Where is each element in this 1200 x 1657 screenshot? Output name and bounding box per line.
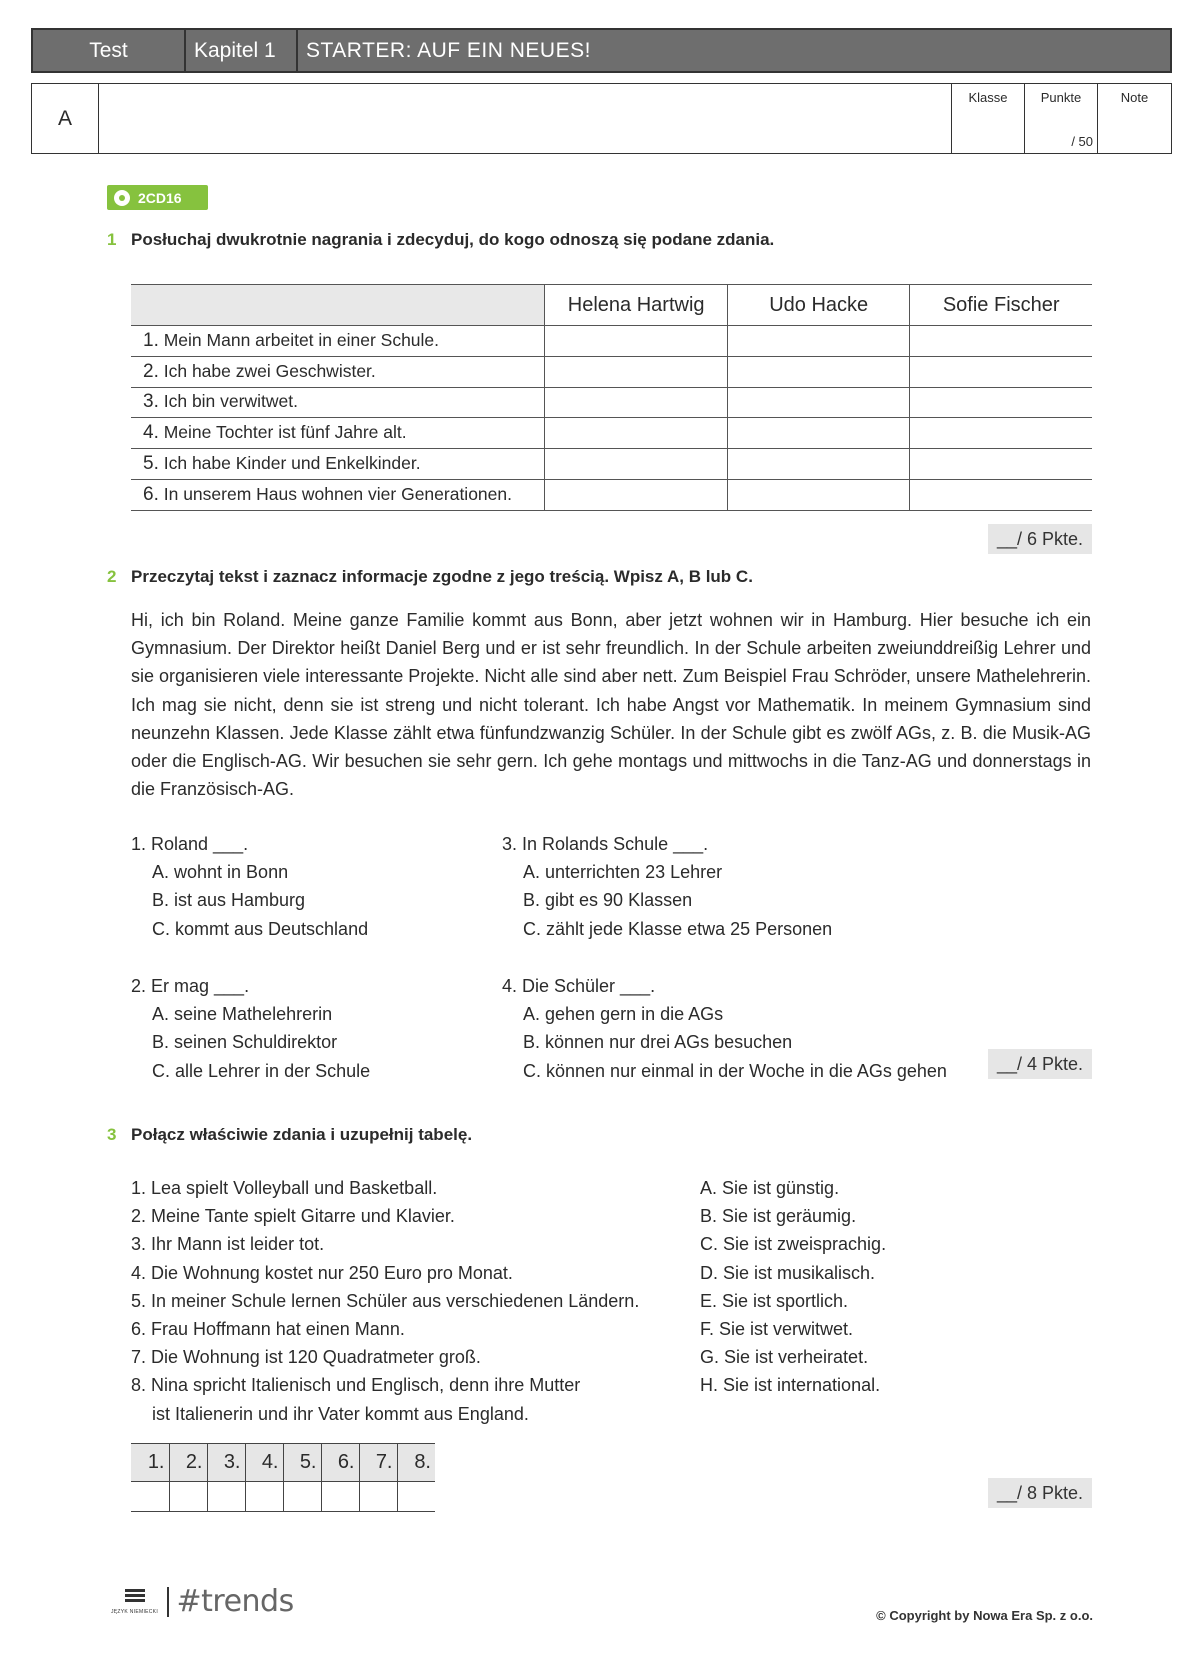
answer-header: 3. — [207, 1444, 245, 1482]
answer-cell[interactable] — [131, 1482, 169, 1512]
answer-option: C. kommt aus Deutschland — [152, 918, 369, 939]
answer-cell[interactable] — [283, 1482, 321, 1512]
column-header: Udo Hacke — [727, 285, 909, 326]
answer-option: C. alle Lehrer in der Schule — [152, 1060, 371, 1081]
question-block — [131, 972, 370, 1085]
list-item: 3. Ihr Mann ist leider tot. — [131, 1234, 325, 1255]
answer-cell[interactable] — [910, 418, 1092, 449]
question-stem: 1. Roland ___. — [131, 834, 249, 854]
answer-option: C. können nur einmal in der Woche in die AGs gehen — [523, 1060, 947, 1081]
klasse-label: Klasse — [968, 90, 1008, 105]
question-block — [131, 830, 368, 943]
statement — [131, 479, 545, 510]
answer-cell[interactable] — [397, 1482, 435, 1512]
statement-text: In unserem Haus wohnen vier Generationen. — [163, 483, 512, 504]
logo-divider — [167, 1587, 169, 1617]
table-corner — [131, 285, 545, 326]
student-info-row — [31, 83, 1172, 154]
task-3-answer-table — [131, 1443, 435, 1512]
answer-cell[interactable] — [321, 1482, 359, 1512]
punkte-label: Punkte — [1040, 90, 1082, 105]
list-item: 8. Nina spricht Italienisch und Englisch, denn ihre Mutter — [131, 1375, 581, 1396]
answer-cell[interactable] — [910, 387, 1092, 418]
answer-option: A. seine Mathelehrerin — [152, 1004, 333, 1025]
statement — [131, 418, 545, 449]
answer-option: B. seinen Schuldirektor — [152, 1032, 338, 1053]
statement-number: 6. — [143, 483, 159, 505]
answer-cell[interactable] — [910, 449, 1092, 480]
answer-option: B. ist aus Hamburg — [152, 890, 306, 911]
answer-cell[interactable] — [727, 326, 909, 357]
answer-cell[interactable] — [727, 479, 909, 510]
answer-header: 8. — [397, 1444, 435, 1482]
column-header: Sofie Fischer — [910, 285, 1092, 326]
list-item-continuation: ist Italienerin und ihr Vater kommt aus England. — [152, 1403, 529, 1424]
logo-subtitle: JĘZYK NIEMIECKI — [111, 1608, 159, 1615]
answer-header: 5. — [283, 1444, 321, 1482]
statement-text: Ich habe Kinder und Enkelkinder. — [163, 453, 421, 474]
answer-cell[interactable] — [545, 387, 728, 418]
answer-cell[interactable] — [910, 479, 1092, 510]
answer-header: 6. — [321, 1444, 359, 1482]
list-item: A. Sie ist günstig. — [700, 1178, 840, 1198]
test-header-bar — [31, 28, 1172, 73]
punkte-field[interactable] — [1025, 84, 1098, 153]
statement-number: 1. — [143, 329, 159, 351]
statement-text: Ich bin verwitwet. — [163, 391, 298, 412]
task-1-table — [131, 284, 1092, 511]
note-field[interactable] — [1098, 84, 1171, 153]
answer-cell[interactable] — [727, 449, 909, 480]
task-number: 1 — [107, 230, 117, 249]
answer-option: B. gibt es 90 Klassen — [523, 890, 693, 911]
answer-cell[interactable] — [910, 356, 1092, 387]
question-block — [502, 972, 947, 1085]
statement — [131, 387, 545, 418]
matching-answers — [700, 1174, 1000, 1400]
list-item: 2. Meine Tante spielt Gitarre und Klavier. — [131, 1206, 455, 1227]
answer-cell[interactable] — [727, 418, 909, 449]
table-row — [131, 479, 1092, 510]
test-title: STARTER: AUF EIN NEUES! — [306, 38, 591, 62]
answer-option: A. wohnt in Bonn — [152, 862, 289, 883]
question-stem: 4. Die Schüler ___. — [502, 976, 656, 996]
note-label: Note — [1120, 90, 1149, 105]
punkte-total: / 50 — [1071, 134, 1093, 149]
list-item: 4. Die Wohnung kostet nur 250 Euro pro Monat. — [131, 1262, 513, 1283]
answer-cell[interactable] — [727, 356, 909, 387]
statement-number: 2. — [143, 360, 159, 382]
answer-cell[interactable] — [359, 1482, 397, 1512]
answer-cell[interactable] — [245, 1482, 283, 1512]
list-item: 5. In meiner Schule lernen Schüler aus verschiedenen Ländern. — [131, 1290, 640, 1311]
brand-name: #trends — [176, 1584, 294, 1619]
statement — [131, 326, 545, 357]
list-item: D. Sie ist musikalisch. — [700, 1262, 876, 1283]
statement-text: Ich habe zwei Geschwister. — [163, 360, 376, 381]
cd-icon — [114, 190, 130, 206]
task-2-points: __/ 4 Pkte. — [988, 1049, 1092, 1079]
answer-option: A. gehen gern in die AGs — [523, 1004, 724, 1025]
table-row — [131, 387, 1092, 418]
answer-option: B. können nur drei AGs besuchen — [523, 1032, 793, 1053]
task-number: 3 — [107, 1125, 117, 1144]
table-row — [131, 326, 1092, 357]
matching-sentences — [131, 1174, 691, 1428]
task-instruction: Przeczytaj tekst i zaznacz informacje zgodne z jego treścią. Wpisz A, B lub C. — [131, 567, 753, 586]
audio-track-badge — [107, 185, 208, 210]
list-item: E. Sie ist sportlich. — [700, 1290, 849, 1311]
statement-text: Mein Mann arbeitet in einer Schule. — [163, 329, 440, 350]
list-item: H. Sie ist international. — [700, 1375, 881, 1396]
copyright-notice: © Copyright by Nowa Era Sp. z o.o. — [876, 1608, 1093, 1623]
statement — [131, 356, 545, 387]
task-1-heading — [107, 230, 774, 250]
list-item: 7. Die Wohnung ist 120 Quadratmeter groß. — [131, 1347, 481, 1368]
task-instruction: Posłuchaj dwukrotnie nagrania i zdecyduj, do kogo odnoszą się podane zdania. — [131, 230, 775, 249]
task-number: 2 — [107, 567, 117, 586]
statement-number: 3. — [143, 391, 159, 413]
answer-cell[interactable] — [545, 418, 728, 449]
table-row — [131, 449, 1092, 480]
task-1-points: __/ 6 Pkte. — [988, 524, 1092, 554]
chapter-label: Kapitel 1 — [186, 30, 298, 71]
statement-text: Meine Tochter ist fünf Jahre alt. — [163, 422, 407, 443]
publisher-logo — [111, 1584, 294, 1619]
answer-header: 2. — [169, 1444, 207, 1482]
group-label: A — [32, 84, 99, 153]
reading-text: Hi, ich bin Roland. Meine ganze Familie kommt aus Bonn, aber jetzt wohnen wir in Hamburg. Hier besuche ich ein Gymnasium. Der Direktor heißt Daniel Berg und er ist sehr freundlich. In der Schule arbeiten zweiunddreißig Lehrer und sie organisieren viele interessante Projekte. Nicht alle sind aber nett. Zum Beispiel Frau Schröder, unsere Mathelehrerin. Ich mag sie nicht, denn sie ist streng und nicht tolerant. Ich habe Angst vor Mathematik. In meinem Gymnasium sind neunzehn Klassen. Jede Klasse zählt etwa fünfundzwanzig Schüler. In der Schule gibt es zwölf AGs, z. B. die Musik-AG oder die Englisch-AG. Wir besuchen sie sehr gern. Ich gehe montags und mittwochs in die Tanz-AG und donnerstags in die Französisch-AG. — [131, 610, 1091, 800]
answer-option: A. unterrichten 23 Lehrer — [523, 862, 723, 883]
answer-cell[interactable] — [727, 387, 909, 418]
table-row — [131, 418, 1092, 449]
statement — [131, 449, 545, 480]
statement-number: 5. — [143, 453, 159, 475]
answer-cell[interactable] — [169, 1482, 207, 1512]
column-header: Helena Hartwig — [545, 285, 728, 326]
table-row — [131, 356, 1092, 387]
question-block — [502, 830, 832, 943]
question-stem: 3. In Rolands Schule ___. — [502, 834, 709, 854]
answer-header: 1. — [131, 1444, 169, 1482]
answer-option: C. zählt jede Klasse etwa 25 Personen — [523, 918, 833, 939]
answer-cell[interactable] — [545, 449, 728, 480]
test-label: Test — [33, 30, 186, 71]
book-icon — [111, 1589, 159, 1615]
answer-cell[interactable] — [545, 356, 728, 387]
task-3-points: __/ 8 Pkte. — [988, 1478, 1092, 1508]
task-3-heading — [107, 1125, 472, 1145]
list-item: B. Sie ist geräumig. — [700, 1206, 857, 1227]
statement-number: 4. — [143, 422, 159, 444]
list-item: G. Sie ist verheiratet. — [700, 1347, 869, 1368]
list-item: 1. Lea spielt Volleyball und Basketball. — [131, 1178, 438, 1198]
student-name-field[interactable] — [99, 84, 952, 153]
answer-cell[interactable] — [207, 1482, 245, 1512]
answer-header: 4. — [245, 1444, 283, 1482]
task-instruction: Połącz właściwie zdania i uzupełnij tabelę. — [131, 1125, 473, 1144]
question-stem: 2. Er mag ___. — [131, 976, 250, 996]
list-item: F. Sie ist verwitwet. — [700, 1319, 854, 1340]
answer-header: 7. — [359, 1444, 397, 1482]
list-item: 6. Frau Hoffmann hat einen Mann. — [131, 1319, 405, 1340]
klasse-field[interactable] — [952, 84, 1025, 153]
answer-cell[interactable] — [545, 479, 728, 510]
list-item: C. Sie ist zweisprachig. — [700, 1234, 887, 1255]
audio-track-label: 2CD16 — [138, 189, 182, 206]
task-2-heading — [107, 567, 753, 587]
answer-cell[interactable] — [910, 326, 1092, 357]
answer-cell[interactable] — [545, 326, 728, 357]
